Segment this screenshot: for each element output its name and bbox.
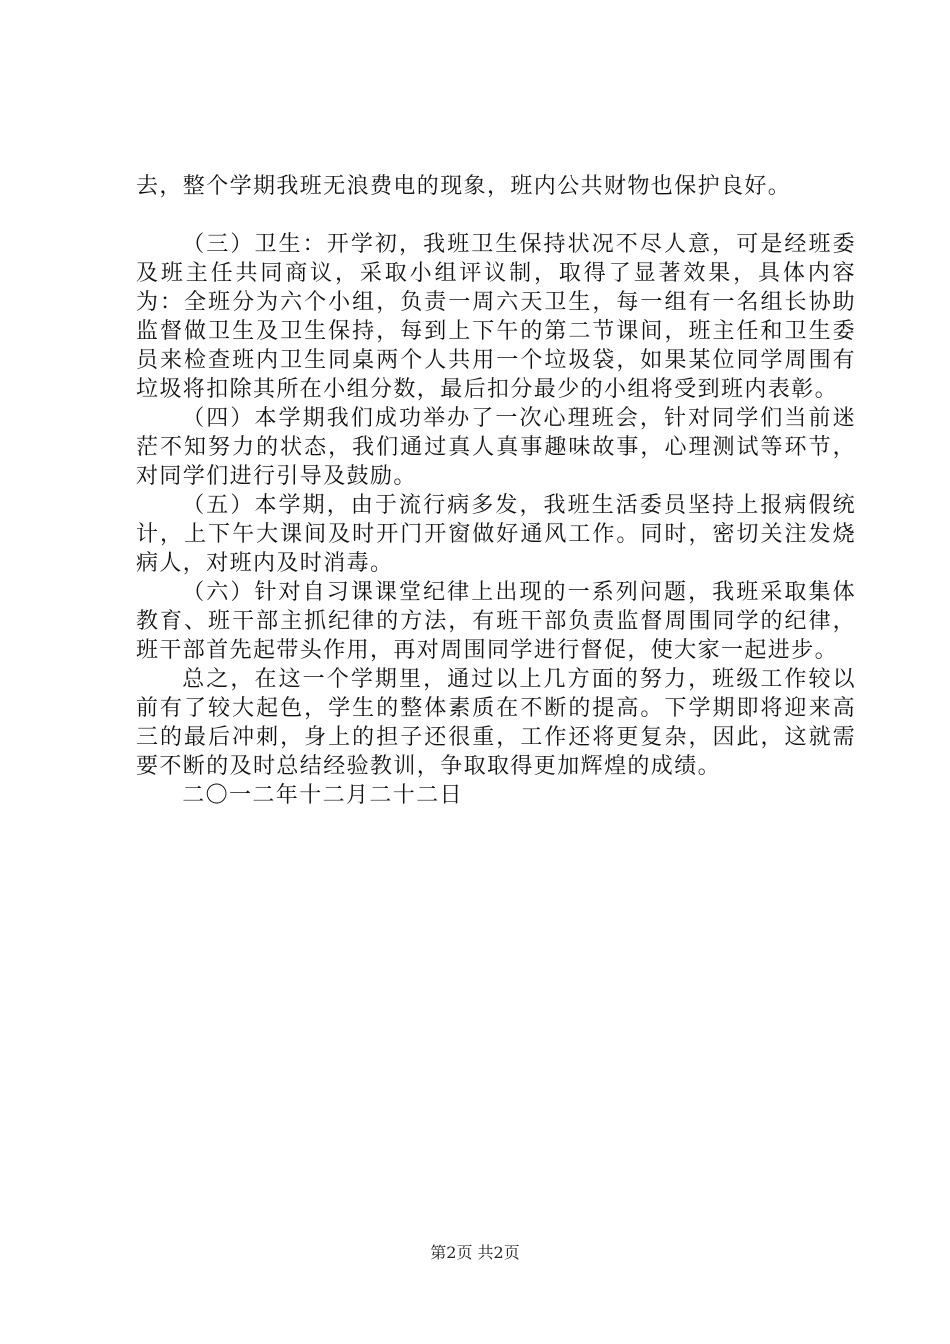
paragraph-continuation: 去，整个学期我班无浪费电的现象，班内公共财物也保护良好。: [136, 174, 792, 199]
page-footer: 第2页 共2页: [430, 1243, 520, 1262]
paragraph-psychology-meeting: （四）本学期我们成功举办了一次心理班会，针对同学们当前迷茫不知努力的状态，我们通过真人真事趣味故事，心理测试等环节，对同学们进行引导及鼓励。: [136, 406, 856, 489]
paragraph-epidemic: （五）本学期，由于流行病多发，我班生活委员坚持上报病假统计，上下午大课间及时开门开窗做好通风工作。同时，密切关注发烧病人，对班内及时消毒。: [136, 493, 856, 576]
document-body: [136, 172, 856, 810]
paragraph-discipline: （六）针对自习课课堂纪律上出现的一系列问题，我班采取集体教育、班干部主抓纪律的方法，有班干部负责监督周围同学的纪律，班干部首先起带头作用，再对周围同学进行督促，使大家一起进步。: [136, 580, 856, 663]
paragraph-hygiene: （三）卫生：开学初，我班卫生保持状况不尽人意，可是经班委及班主任共同商议，采取小组评议制，取得了显著效果，具体内容为：全班分为六个小组，负责一周六天卫生，每一组有一名组长协助监督做卫生及卫生保持，每到上下午的第二节课间，班主任和卫生委员来检查班内卫生同桌两个人共用一个垃圾袋，如果某位同学周围有垃圾将扣除其所在小组分数，最后扣分最少的小组将受到班内表彰。: [136, 232, 856, 402]
document-date: 二〇一二年十二月二十二日: [182, 783, 463, 808]
paragraph-summary: 总之，在这一个学期里，通过以上几方面的努力，班级工作较以前有了较大起色，学生的整体素质在不断的提高。下学期即将迎来高三的最后冲刺，身上的担子还很重，工作还将更复杂，因此，这就需要不断的及时总结经验教训，争取取得更加辉煌的成绩。: [136, 667, 856, 779]
